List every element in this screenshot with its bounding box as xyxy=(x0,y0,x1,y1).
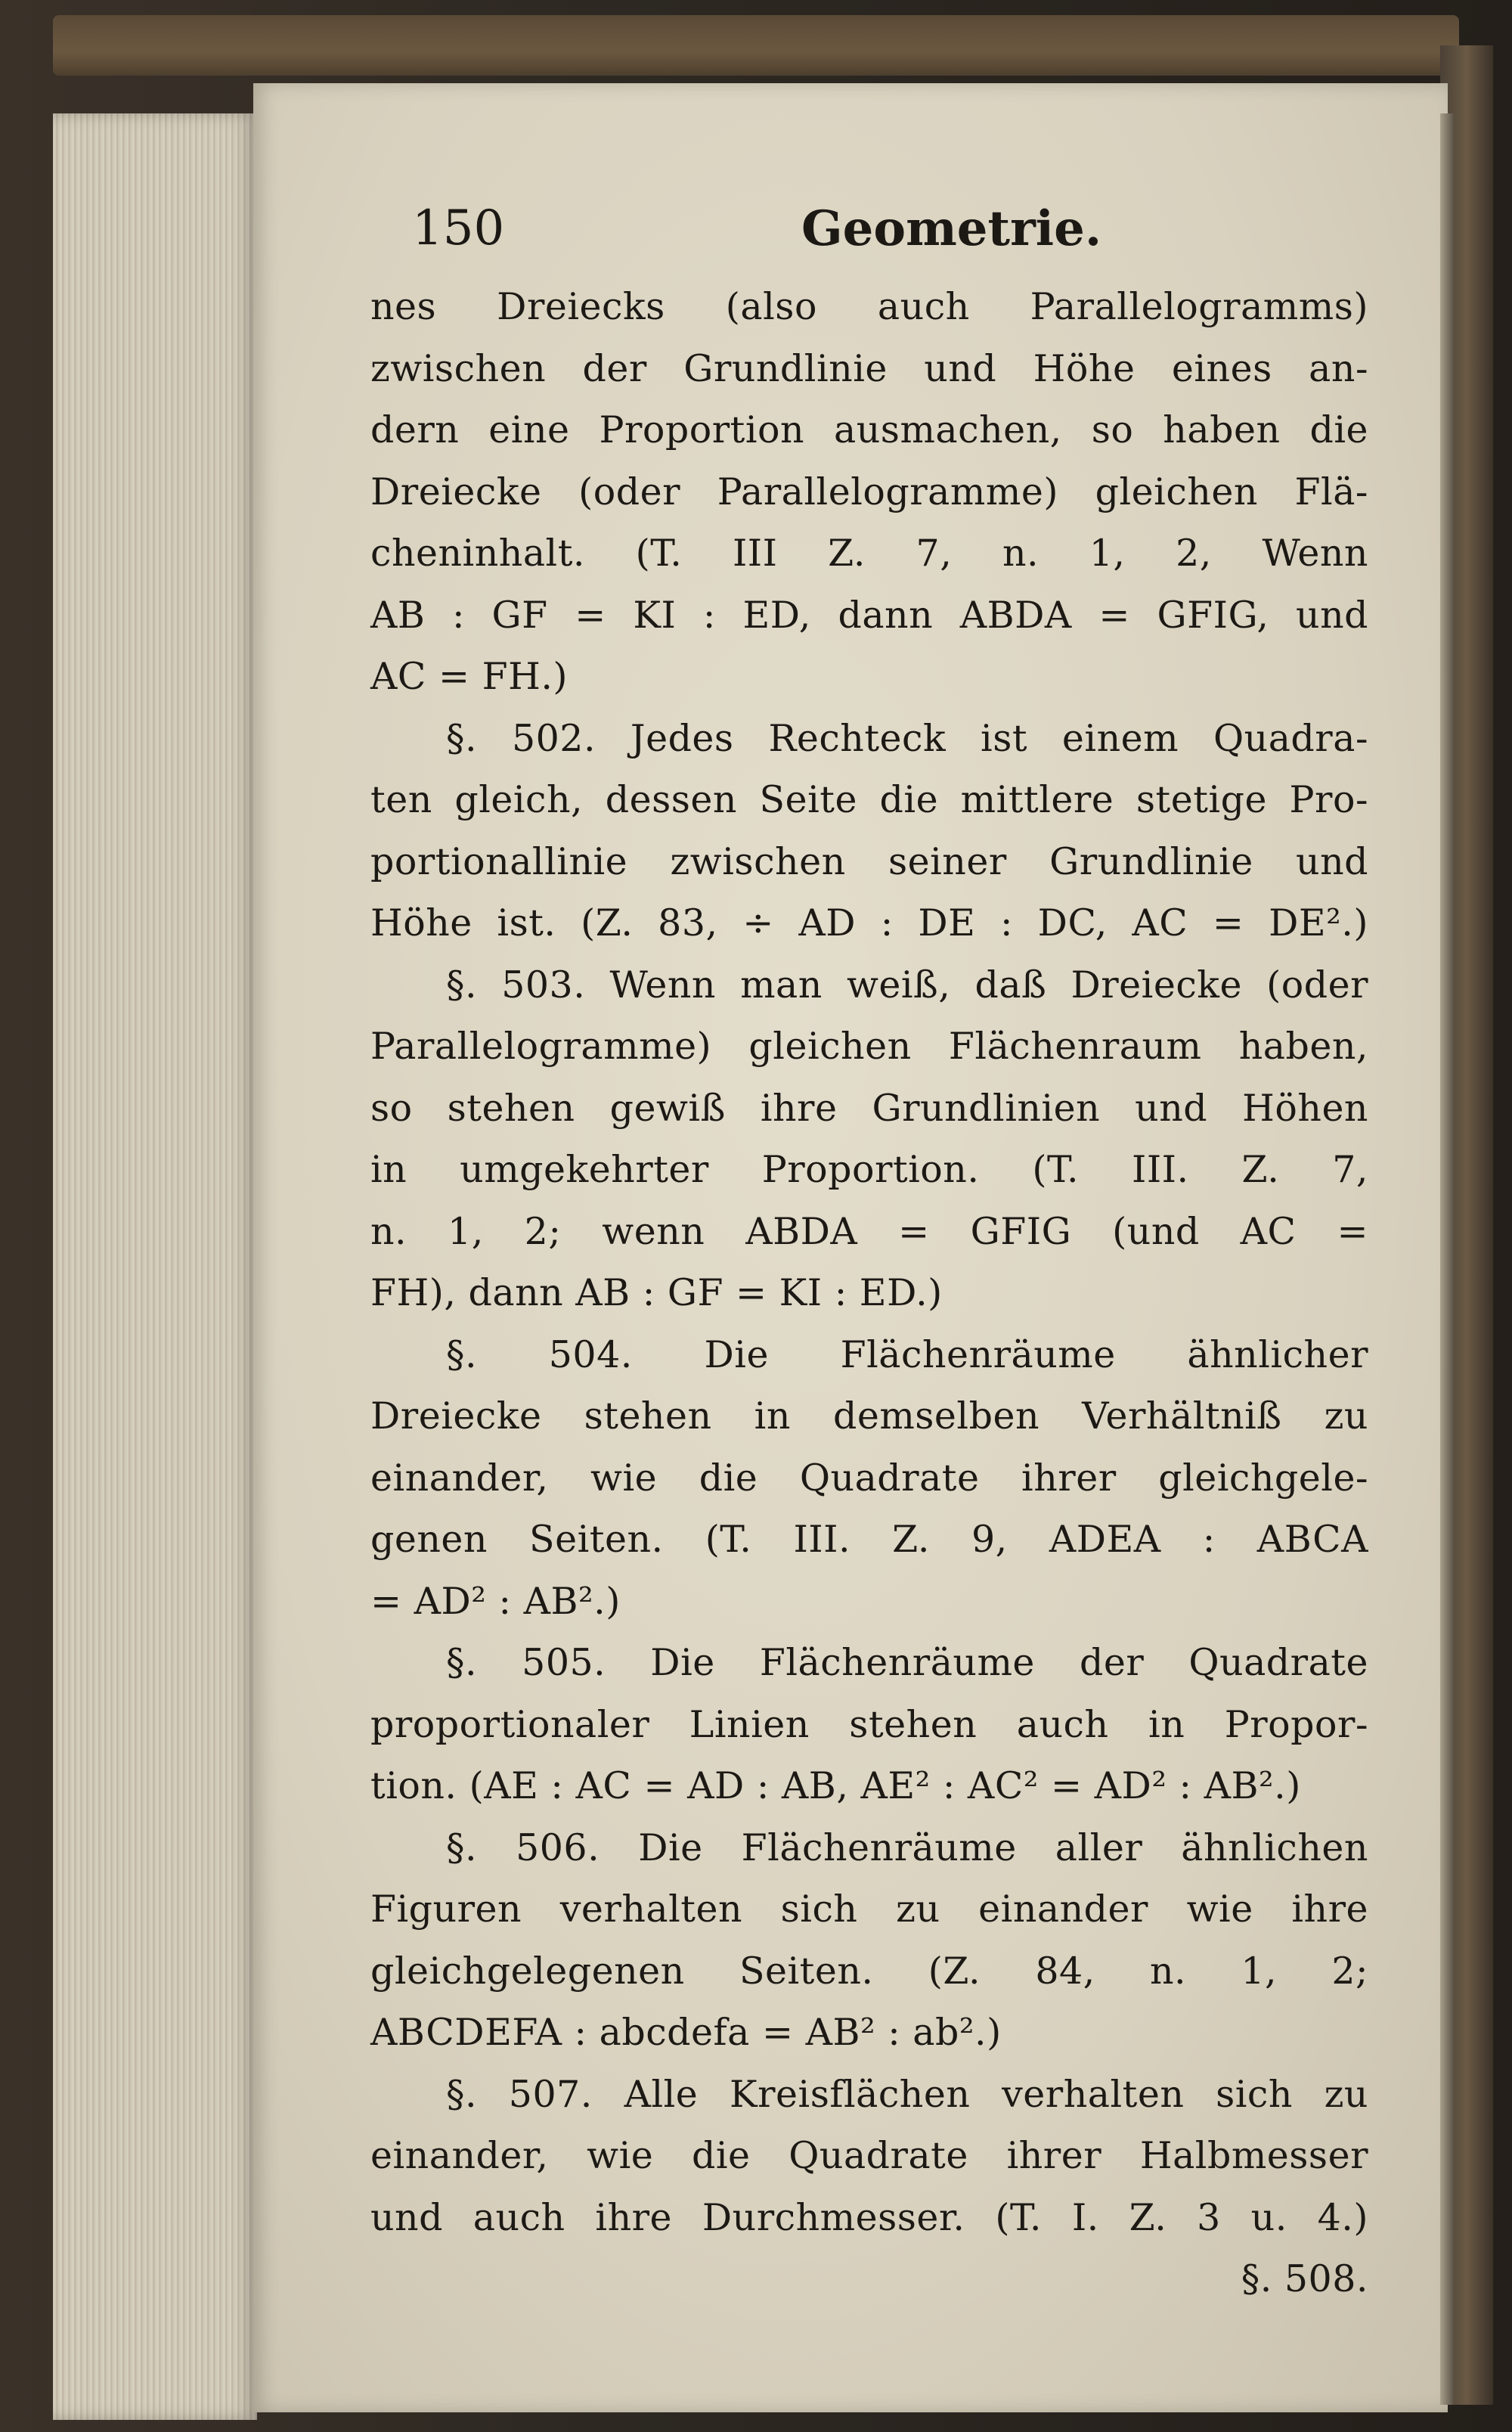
text-line: einander, wie die Quadrate ihrer Halbmesser xyxy=(370,2134,1368,2177)
text-line: AB : GF = KI : ED, dann ABDA = GFIG, und xyxy=(370,593,1368,637)
text-line: einander, wie die Quadrate ihrer gleichgele- xyxy=(370,1456,1368,1500)
text-line-section-506: §. 506. Die Flächenräume aller ähnlichen xyxy=(446,1826,1368,1869)
text-line: cheninhalt. (T. III Z. 7, n. 1, 2, Wenn xyxy=(370,532,1368,575)
text-line: portionallinie zwischen seiner Grundlinie und xyxy=(370,839,1368,883)
text-line: FH), dann AB : GF = KI : ED.) xyxy=(370,1271,943,1314)
text-line: ABCDEFA : abcdefa = AB² : ab².) xyxy=(370,2011,1002,2054)
text-line: Parallelogramme) gleichen Flächenraum haben, xyxy=(370,1025,1368,1068)
page-edges xyxy=(53,113,257,2420)
text-line: genen Seiten. (T. III. Z. 9, ADEA : ABCA xyxy=(370,1518,1368,1561)
running-head xyxy=(370,193,1368,276)
text-line-section-503: §. 503. Wenn man weiß, daß Dreiecke (oder xyxy=(446,963,1368,1007)
text-line: AC = FH.) xyxy=(370,655,569,698)
running-title: Geometrie. xyxy=(801,200,1102,257)
book-cover-top xyxy=(53,15,1459,76)
text-line: Dreiecke stehen in demselben Verhältniß zu xyxy=(370,1394,1368,1438)
page-number: 150 xyxy=(412,200,505,256)
text-line: Dreiecke (oder Parallelogramme) gleichen Flä- xyxy=(370,470,1368,513)
text-line: Figuren verhalten sich zu einander wie ihre xyxy=(370,1888,1368,1931)
text-line: n. 1, 2; wenn ABDA = GFIG (und AC = xyxy=(370,1209,1368,1253)
text-line: zwischen der Grundlinie und Höhe eines an- xyxy=(370,346,1368,390)
page-gutter xyxy=(1440,113,1454,2405)
text-line-section-504: §. 504. Die Flächenräume ähnlicher xyxy=(446,1332,1368,1376)
text-line: ten gleich, dessen Seite die mittlere stetige Pro- xyxy=(370,778,1368,821)
page-text xyxy=(370,193,1368,2310)
text-line: = AD² : AB².) xyxy=(370,1579,621,1623)
catchword: §. 508. xyxy=(1241,2257,1368,2300)
text-line-section-505: §. 505. Die Flächenräume der Quadrate xyxy=(446,1641,1368,1684)
text-line: in umgekehrter Proportion. (T. III. Z. 7, xyxy=(370,1148,1368,1191)
text-line: proportionaler Linien stehen auch in Propor- xyxy=(370,1702,1368,1746)
text-line-section-507: §. 507. Alle Kreisflächen verhalten sich zu xyxy=(446,2072,1368,2116)
text-line-section-502: §. 502. Jedes Rechteck ist einem Quadra- xyxy=(446,716,1368,760)
text-line: und auch ihre Durchmesser. (T. I. Z. 3 u. 4.) xyxy=(370,2195,1368,2239)
text-line: dern eine Proportion ausmachen, so haben die xyxy=(370,408,1368,451)
text-line: nes Dreiecks (also auch Parallelogramms) xyxy=(370,285,1368,328)
text-line: tion. (AE : AC = AD : AB, AE² : AC² = AD² : AB².) xyxy=(370,1764,1301,1807)
text-line: so stehen gewiß ihre Grundlinien und Höhen xyxy=(370,1086,1368,1130)
text-line: Höhe ist. (Z. 83, ÷ AD : DE : DC, AC = DE².) xyxy=(370,901,1368,945)
text-line: gleichgelegenen Seiten. (Z. 84, n. 1, 2; xyxy=(370,1949,1368,1993)
